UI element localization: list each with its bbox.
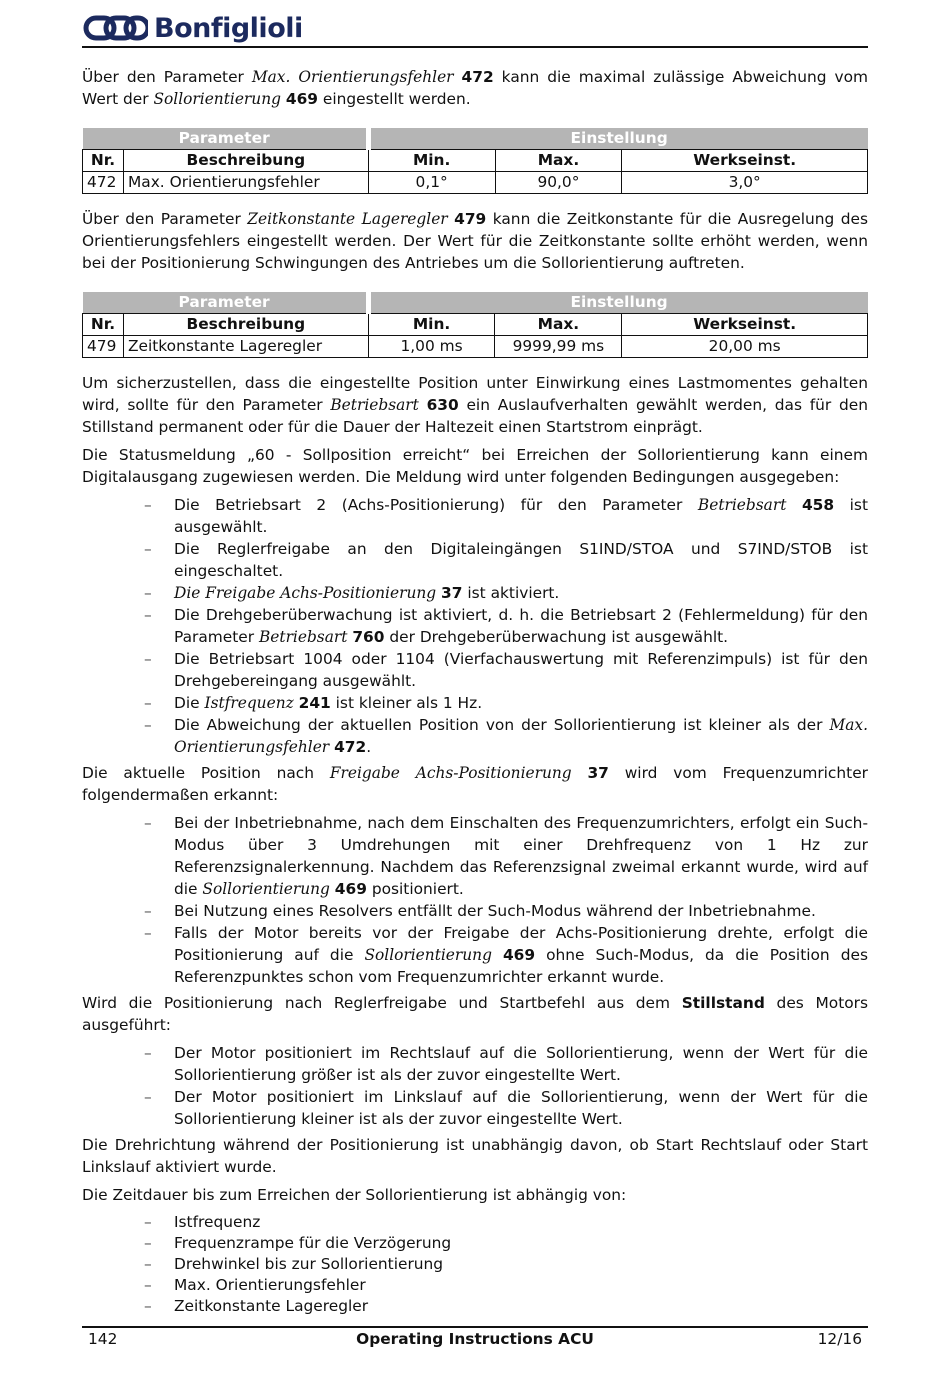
document-body: [82, 66, 868, 1321]
col-header-desc: Beschreibung: [123, 150, 368, 172]
parameter-table-479: [82, 292, 868, 358]
list-item: – Frequenzrampe für die Verzögerung: [144, 1234, 452, 1252]
page-footer: [82, 1326, 868, 1352]
table-row: [83, 172, 868, 194]
paragraph-status-message: Die Statusmeldung „60 - Sollposition erreicht“ bei Erreichen der Sollorientierung kann einem Digitalausgang zugewiesen werden. Die Meldung wird unter folgenden Bedingungen ausgegeben:: [82, 446, 868, 486]
footer-date: 12/16: [817, 1330, 862, 1348]
group-header-setting: Einstellung: [368, 292, 867, 314]
list-item: – Die Istfrequenz 241 ist kleiner als 1 Hz.: [144, 694, 483, 712]
list-item: – Falls der Motor bereits vor der Freigabe der Achs-Positionierung drehte, erfolgt die Positionierung auf die Sollorientierung 469 ohne Such-Modus, da die Position des Referenzpunktes schon vom Frequenzumrichter erkannt wurde.: [144, 924, 868, 986]
brand-name: Bonfiglioli: [154, 12, 303, 44]
list-item: – Bei der Inbetriebnahme, nach dem Einschalten des Frequenzumrichters, erfolgt ein Such-Modus über 3 Umdrehungen mit einer Drehfrequenz von 1 Hz zur Referenzsignalerkennung. Nachdem das Referenzsignal zweimal erkannt wurde, wird auf die Sollorientierung 469 positioniert.: [144, 814, 868, 898]
col-header-nr: Nr.: [83, 150, 124, 172]
list-item: – Der Motor positioniert im Linkslauf auf die Sollorientierung, wenn der Wert für die Sollorientierung kleiner ist als der zuvor eingestellte Wert.: [144, 1088, 868, 1128]
list-item: – Drehwinkel bis zur Sollorientierung: [144, 1255, 444, 1273]
position-detection-list: [82, 812, 868, 988]
paragraph-duration: Die Zeitdauer bis zum Erreichen der Sollorientierung ist abhängig von:: [82, 1186, 627, 1204]
page-number: 142: [88, 1330, 118, 1348]
cell-nr: 472: [83, 172, 124, 194]
cell-max: 9999,99 ms: [495, 336, 622, 358]
cell-default: 3,0°: [622, 172, 868, 194]
col-header-max: Max.: [495, 314, 622, 336]
bonfiglioli-logo-icon: [82, 13, 148, 43]
col-header-min: Min.: [368, 314, 495, 336]
list-item: – Die Drehgeberüberwachung ist aktiviert, d. h. die Betriebsart 2 (Fehlermeldung) für den Parameter Betriebsart 760 der Drehgeberüberwachung ist ausgewählt.: [144, 606, 868, 646]
paragraph-load-torque: Um sicherzustellen, dass die eingestellte Position unter Einwirkung eines Lastmomentes gehalten wird, sollte für den Parameter Betriebsart 630 ein Auslaufverhalten gewählt werden, das für den Stillstand permanent oder für die Dauer der Haltezeit einen Startstrom einprägt.: [82, 374, 868, 436]
parameter-table-472: [82, 128, 868, 194]
paragraph-current-position: Die aktuelle Position nach Freigabe Achs-Positionierung 37 wird vom Frequenzumrichter folgendermaßen erkannt:: [82, 764, 868, 804]
list-item: – Die Betriebsart 2 (Achs-Positionierung) für den Parameter Betriebsart 458 ist ausgewählt.: [144, 496, 868, 536]
list-item: – Die Freigabe Achs-Positionierung 37 ist aktiviert.: [144, 584, 560, 602]
page-header: [82, 8, 868, 48]
col-header-default: Werkseinst.: [622, 314, 868, 336]
conditions-list: [82, 494, 868, 758]
list-item: – Der Motor positioniert im Rechtslauf auf die Sollorientierung, wenn der Wert für die Sollorientierung größer ist als der zuvor eingestellte Wert.: [144, 1044, 868, 1084]
table-row: [83, 336, 868, 358]
list-item: – Zeitkonstante Lageregler: [144, 1297, 369, 1315]
cell-nr: 479: [83, 336, 124, 358]
footer-title: Operating Instructions ACU: [356, 1330, 594, 1348]
list-item: – Max. Orientierungsfehler: [144, 1276, 366, 1294]
paragraph-standstill: Wird die Positionierung nach Reglerfreigabe und Startbefehl aus dem Stillstand des Motors ausgeführt:: [82, 994, 868, 1034]
paragraph-time-constant: Über den Parameter Zeitkonstante Lageregler 479 kann die Zeitkonstante für die Ausregelung des Orientierungsfehlers eingestellt werden. Der Wert für die Zeitkonstante sollte erhöht werden, wenn bei der Positionierung Schwingungen des Antriebes um die Sollorientierung auftreten.: [82, 210, 868, 272]
cell-desc: Zeitkonstante Lageregler: [123, 336, 368, 358]
group-header-parameter: Parameter: [83, 128, 369, 150]
col-header-desc: Beschreibung: [123, 314, 368, 336]
list-item: – Bei Nutzung eines Resolvers entfällt der Such-Modus während der Inbetriebnahme.: [144, 902, 816, 920]
list-item: – Die Abweichung der aktuellen Position von der Sollorientierung ist kleiner als der Max. Orientierungsfehler 472.: [144, 716, 868, 756]
list-item: – Die Betriebsart 1004 oder 1104 (Vierfachauswertung mit Referenzimpuls) ist für den Drehgebereingang ausgewählt.: [144, 650, 868, 690]
cell-min: 1,00 ms: [368, 336, 495, 358]
group-header-setting: Einstellung: [368, 128, 867, 150]
paragraph-rotation-direction: Die Drehrichtung während der Positionierung ist unabhängig davon, ob Start Rechtslauf oder Start Linkslauf aktiviert wurde.: [82, 1136, 868, 1176]
brand-logo: [82, 12, 303, 44]
col-header-min: Min.: [368, 150, 495, 172]
direction-list: [82, 1042, 868, 1130]
cell-min: 0,1°: [368, 172, 495, 194]
col-header-default: Werkseinst.: [622, 150, 868, 172]
group-header-parameter: Parameter: [83, 292, 369, 314]
cell-desc: Max. Orientierungsfehler: [123, 172, 368, 194]
list-item: – Die Reglerfreigabe an den Digitaleingängen S1IND/STOA und S7IND/STOB ist eingeschaltet.: [144, 540, 868, 580]
intro-paragraph: Über den Parameter Max. Orientierungsfehler 472 kann die maximal zulässige Abweichung vom Wert der Sollorientierung 469 eingestellt werden.: [82, 68, 868, 108]
list-item: – Istfrequenz: [144, 1213, 261, 1231]
cell-default: 20,00 ms: [622, 336, 868, 358]
cell-max: 90,0°: [495, 172, 622, 194]
col-header-nr: Nr.: [83, 314, 124, 336]
duration-factors-list: [82, 1212, 868, 1317]
col-header-max: Max.: [495, 150, 622, 172]
